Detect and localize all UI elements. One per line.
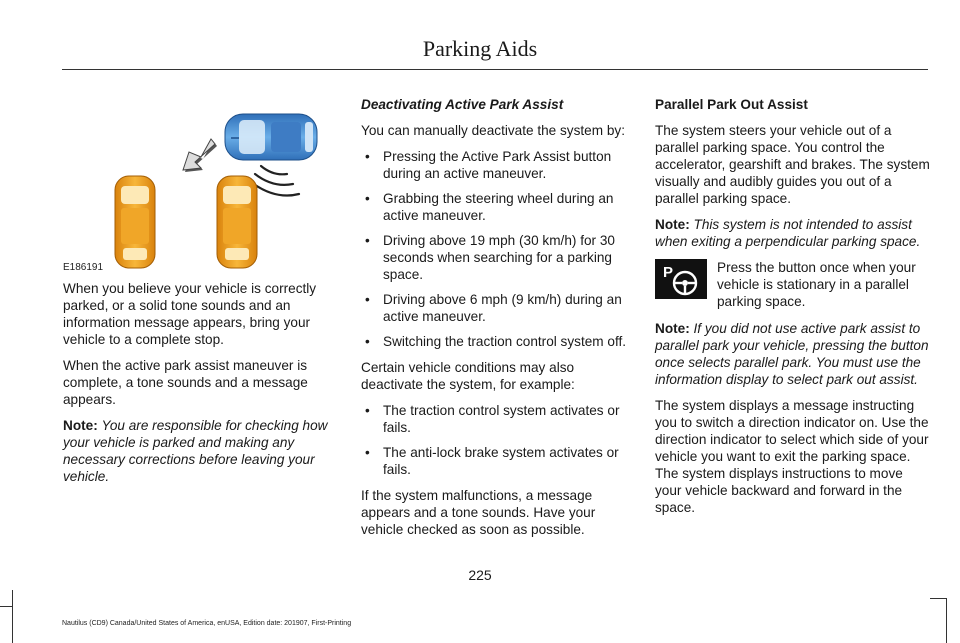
note-label: Note: bbox=[655, 321, 690, 336]
list-item: • Driving above 6 mph (9 km/h) during an active maneuver. bbox=[361, 291, 633, 325]
figure-id: E186191 bbox=[63, 262, 104, 273]
section-heading: Parallel Park Out Assist bbox=[655, 97, 808, 112]
paragraph: If the system malfunctions, a message appears and a tone sounds. Have your vehicle checked as soon as possible. bbox=[361, 488, 596, 537]
note-label: Note: bbox=[63, 418, 98, 433]
deactivation-list bbox=[361, 148, 633, 350]
section-heading: Deactivating Active Park Assist bbox=[361, 97, 564, 112]
note-text: This system is not intended to assist when exiting a perpendicular parking space. bbox=[655, 217, 921, 249]
parking-illustration bbox=[63, 96, 338, 276]
column-left bbox=[63, 96, 338, 494]
orange-car-right-icon bbox=[217, 176, 257, 268]
conditions-list bbox=[361, 402, 633, 478]
icon-instruction bbox=[655, 259, 931, 311]
list-item: • Grabbing the steering wheel during an active maneuver. bbox=[361, 190, 633, 224]
list-item: • Switching the traction control system off. bbox=[361, 333, 633, 350]
crop-mark bbox=[930, 598, 946, 599]
paragraph: The system steers your vehicle out of a parallel parking space. You control the accelerator, gearshift and brakes. The system visually and audibly guides you out of a parallel parking space. bbox=[655, 123, 930, 206]
list-item: • The anti-lock brake system activates or fails. bbox=[361, 444, 633, 478]
crop-mark bbox=[12, 590, 13, 643]
note bbox=[655, 320, 931, 388]
svg-text:P: P bbox=[663, 264, 674, 281]
footer-text: Nautilus (CD9) Canada/United States of America, enUSA, Edition date: 201907, First-Printing bbox=[62, 620, 352, 627]
crop-mark bbox=[0, 606, 12, 607]
paragraph: When you believe your vehicle is correctly parked, or a solid tone sounds and an information message appears, bring your vehicle to a complete stop. bbox=[63, 281, 317, 347]
list-item: • The traction control system activates or fails. bbox=[361, 402, 633, 436]
note-text: If you did not use active park assist to parallel park your vehicle, pressing the button once selects parallel park. You must use the information display to select park out assist. bbox=[655, 321, 929, 387]
note-text: You are responsible for checking how your vehicle is parked and making any necessary corrections before leaving your vehicle. bbox=[63, 418, 328, 484]
page-number: 225 bbox=[468, 567, 492, 583]
list-item: • Pressing the Active Park Assist button during an active maneuver. bbox=[361, 148, 633, 182]
column-right bbox=[655, 96, 931, 525]
note-label: Note: bbox=[655, 217, 690, 232]
direction-arrow-icon bbox=[183, 139, 217, 172]
icon-description: Press the button once when your vehicle is stationary in a parallel parking space. bbox=[717, 260, 916, 309]
list-item: • Driving above 19 mph (30 km/h) for 30 seconds when searching for a parking space. bbox=[361, 232, 633, 283]
paragraph: You can manually deactivate the system by: bbox=[361, 123, 625, 138]
column-middle bbox=[361, 96, 633, 547]
header-divider bbox=[62, 69, 928, 70]
paragraph: When the active park assist maneuver is complete, a tone sounds and a message appears. bbox=[63, 358, 308, 407]
sensor-waves-icon bbox=[251, 166, 299, 196]
note bbox=[655, 216, 931, 250]
orange-car-left-icon bbox=[115, 176, 155, 268]
note bbox=[63, 417, 338, 485]
paragraph: Certain vehicle conditions may also deactivate the system, for example: bbox=[361, 360, 575, 392]
page-header-title: Parking Aids bbox=[422, 36, 538, 61]
park-assist-steering-icon bbox=[655, 259, 707, 299]
parking-diagram-icon bbox=[63, 96, 338, 276]
blue-car-icon bbox=[225, 114, 317, 160]
crop-mark bbox=[946, 598, 947, 643]
paragraph: The system displays a message instructing you to switch a direction indicator on. Use the direction indicator to select which side of your vehicle you want to exit the parking space. The system displays instructions to move your vehicle backward and forward in the space. bbox=[655, 398, 929, 515]
